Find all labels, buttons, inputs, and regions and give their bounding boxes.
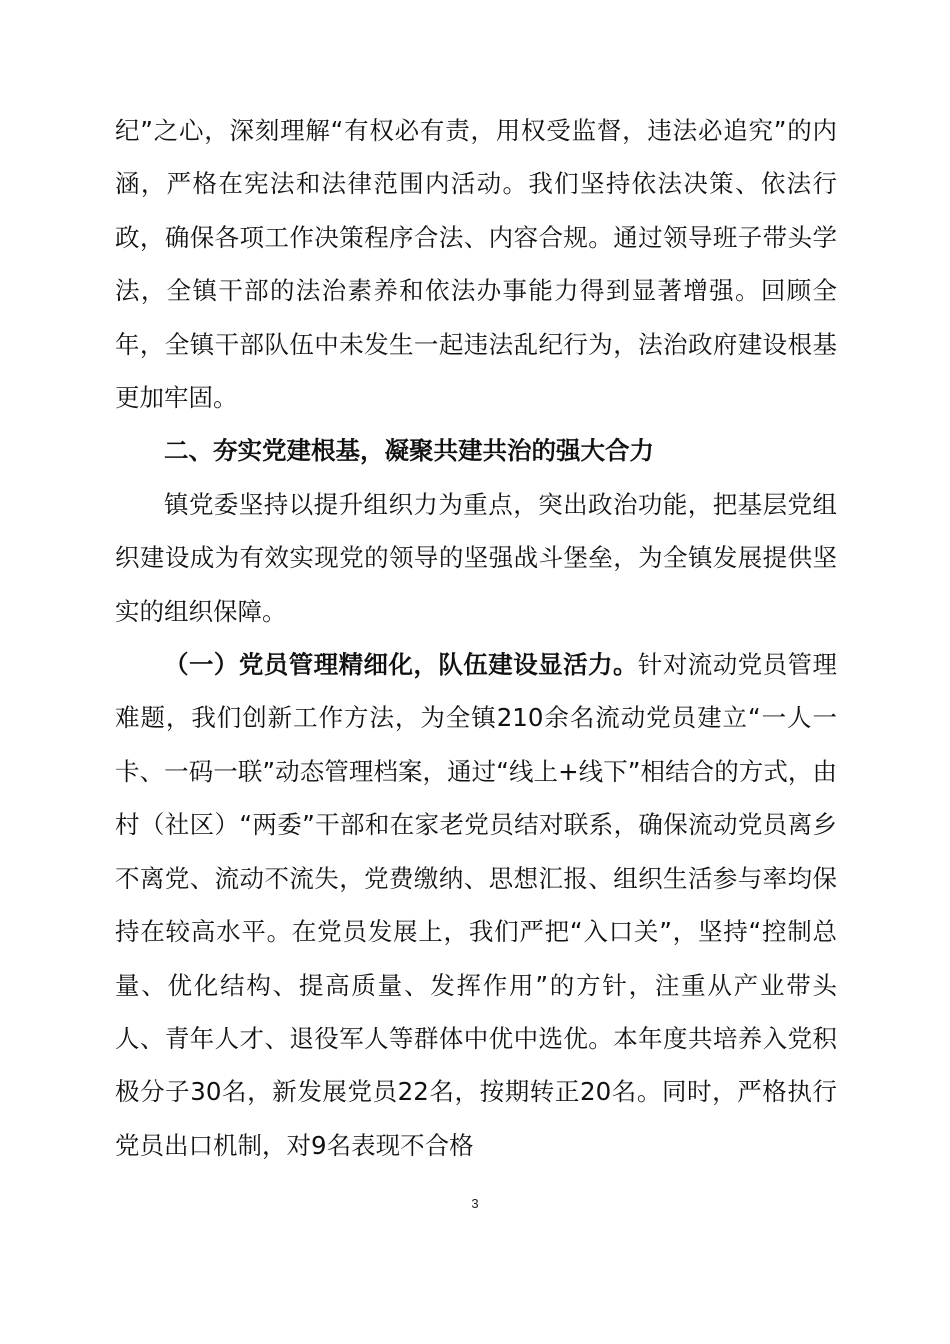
document-body (115, 104, 837, 1172)
paragraph-party-building: 镇党委坚持以提升组织力为重点，突出政治功能，把基层党组织建设成为有效实现党的领导的坚强战斗堡垒，为全镇发展提供坚实的组织保障。 (115, 489, 837, 626)
subsection-lead: （一）党员管理精细化，队伍建设显活力。 (164, 650, 638, 680)
paragraph-rule-of-law: 纪”之心，深刻理解“有权必有责，用权受监督，违法必追究”的内涵，严格在宪法和法律范围内活动。我们坚持依法决策、依法行政，确保各项工作决策程序合法、内容合规。通过领导班子带头学法，全镇干部的法治素养和依法办事能力得到显著增强。回顾全年，全镇干部队伍中未发生一起违法乱纪行为，法治政府建设根基更加牢固。 (115, 116, 837, 413)
section-heading: 二、夯实党建根基，凝聚共建共治的强大合力 (164, 436, 654, 466)
page-number: 3 (471, 1196, 479, 1211)
subsection-body: 针对流动党员管理难题，我们创新工作方法，为全镇210余名流动党员建立“一人一卡、一码一联”动态管理档案，通过“线上+线下”相结合的方式，由村（社区）“两委”干部和在家老党员结对联系，确保流动党员离乡不离党、流动不流失，党费缴纳、思想汇报、组织生活参与率均保持在较高水平。在党员发展上，我们严把“入口关”，坚持“控制总量、优化结构、提高质量、发挥作用”的方针，注重从产业带头人、青年人才、退役军人等群体中优中选优。本年度共培养入党积极分子30名，新发展党员22名，按期转正20名。同时，严格执行党员出口机制，对9名表现不合格 (115, 650, 838, 1160)
paragraph-member-management (115, 638, 837, 1172)
